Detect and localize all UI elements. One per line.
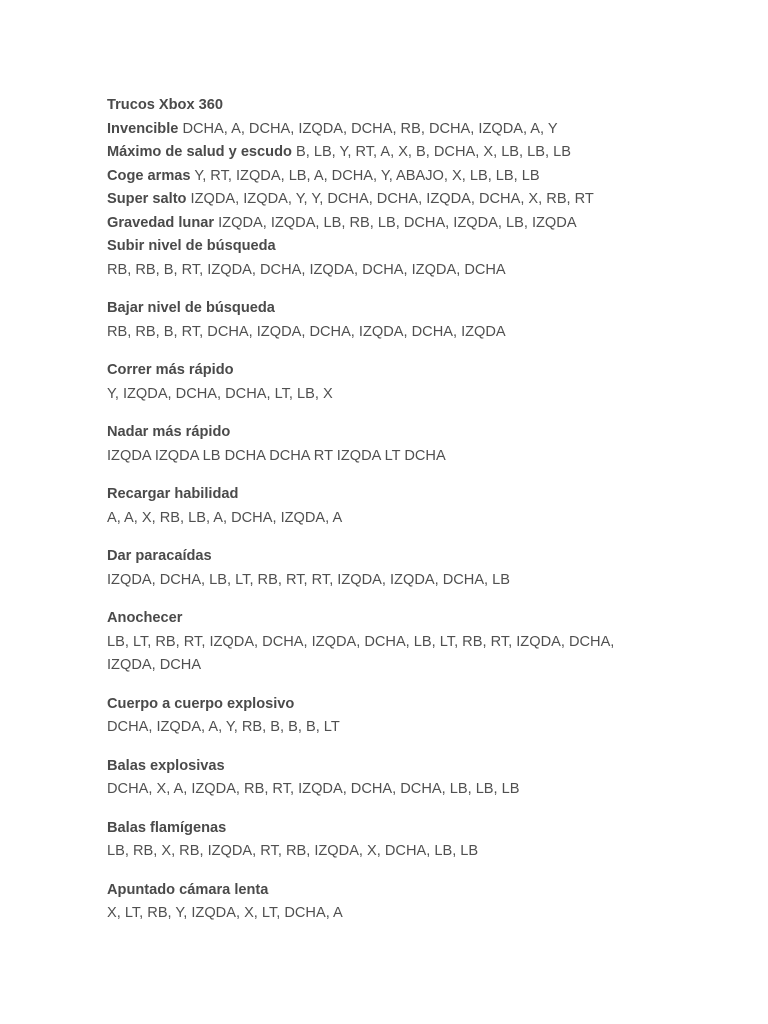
cheat-line-salud-escudo xyxy=(107,141,667,165)
cheat-code: DCHA, IZQDA, A, Y, RB, B, B, B, LT xyxy=(107,719,340,735)
cheat-code: X, LT, RB, Y, IZQDA, X, LT, DCHA, A xyxy=(107,905,343,921)
cheat-code: RB, RB, B, RT, DCHA, IZQDA, DCHA, IZQDA, DCHA, IZQDA xyxy=(107,323,506,340)
document-body xyxy=(107,94,667,926)
cheat-heading: Subir nivel de búsqueda xyxy=(107,238,276,254)
cheat-heading: Cuerpo a cuerpo explosivo xyxy=(107,695,295,712)
cheat-block-balas-flamigenas xyxy=(107,817,667,864)
cheat-name: Coge armas xyxy=(107,167,191,184)
cheat-line-coge-armas xyxy=(107,165,667,189)
cheat-heading: Correr más rápido xyxy=(107,362,234,378)
cheat-block-correr-rapido xyxy=(107,359,667,406)
cheat-code: IZQDA, IZQDA, LB, RB, LB, DCHA, IZQDA, LB, IZQDA xyxy=(218,214,577,231)
cheat-heading: Apuntado cámara lenta xyxy=(107,881,269,898)
cheat-name: Invencible xyxy=(107,120,179,137)
cheat-code: IZQDA, IZQDA, Y, Y, DCHA, DCHA, IZQDA, DCHA, X, RB, RT xyxy=(190,191,594,207)
cheat-block-nadar-rapido xyxy=(107,421,667,468)
cheat-heading: Nadar más rápido xyxy=(107,424,231,440)
cheat-code: IZQDA, DCHA, LB, LT, RB, RT, RT, IZQDA, IZQDA, DCHA, LB xyxy=(107,571,511,588)
cheat-code: A, A, X, RB, LB, A, DCHA, IZQDA, A xyxy=(107,509,343,526)
cheat-block-paracaidas xyxy=(107,545,667,592)
cheat-heading: Balas explosivas xyxy=(107,757,225,774)
cheat-code: DCHA, X, A, IZQDA, RB, RT, IZQDA, DCHA, DCHA, LB, LB, LB xyxy=(107,781,520,797)
cheat-block-cuerpo-explosivo xyxy=(107,693,667,740)
cheat-heading: Bajar nivel de búsqueda xyxy=(107,300,275,316)
cheat-heading: Anochecer xyxy=(107,610,183,626)
cheat-block-recargar-habilidad xyxy=(107,483,667,530)
cheat-code: Y, IZQDA, DCHA, DCHA, LT, LB, X xyxy=(107,385,333,402)
cheat-block-anochecer xyxy=(107,607,667,678)
cheat-name: Gravedad lunar xyxy=(107,214,215,231)
cheat-code: B, LB, Y, RT, A, X, B, DCHA, X, LB, LB, LB xyxy=(295,144,571,160)
cheat-heading: Dar paracaídas xyxy=(107,548,212,564)
cheat-name: Super salto xyxy=(107,191,187,207)
cheat-code: LB, LT, RB, RT, IZQDA, DCHA, IZQDA, DCHA, LB, LT, RB, RT, IZQDA, DCHA, IZQDA, DCHA xyxy=(107,633,615,673)
cheat-name: Máximo de salud y escudo xyxy=(107,144,292,160)
cheat-block-bajar-busqueda xyxy=(107,297,667,344)
cheat-block-camara-lenta xyxy=(107,879,667,926)
cheat-heading: Recargar habilidad xyxy=(107,486,239,502)
page-title: Trucos Xbox 360 xyxy=(107,97,223,113)
cheat-code: IZQDA IZQDA LB DCHA DCHA RT IZQDA LT DCHA xyxy=(107,447,446,464)
cheat-code: DCHA, A, DCHA, IZQDA, DCHA, RB, DCHA, IZQDA, A, Y xyxy=(182,120,558,137)
cheat-line-gravedad-lunar xyxy=(107,212,667,236)
cheat-block-balas-explosivas xyxy=(107,755,667,802)
cheat-code: RB, RB, B, RT, IZQDA, DCHA, IZQDA, DCHA, IZQDA, DCHA xyxy=(107,261,506,278)
cheat-line-invencible xyxy=(107,118,667,142)
cheat-code: LB, RB, X, RB, IZQDA, RT, RB, IZQDA, X, DCHA, LB, LB xyxy=(107,843,479,859)
cheat-block-subir-busqueda xyxy=(107,235,667,282)
cheat-line-super-salto xyxy=(107,188,667,212)
cheat-code: Y, RT, IZQDA, LB, A, DCHA, Y, ABAJO, X, LB, LB, LB xyxy=(194,167,540,184)
cheat-heading: Balas flamígenas xyxy=(107,819,227,836)
